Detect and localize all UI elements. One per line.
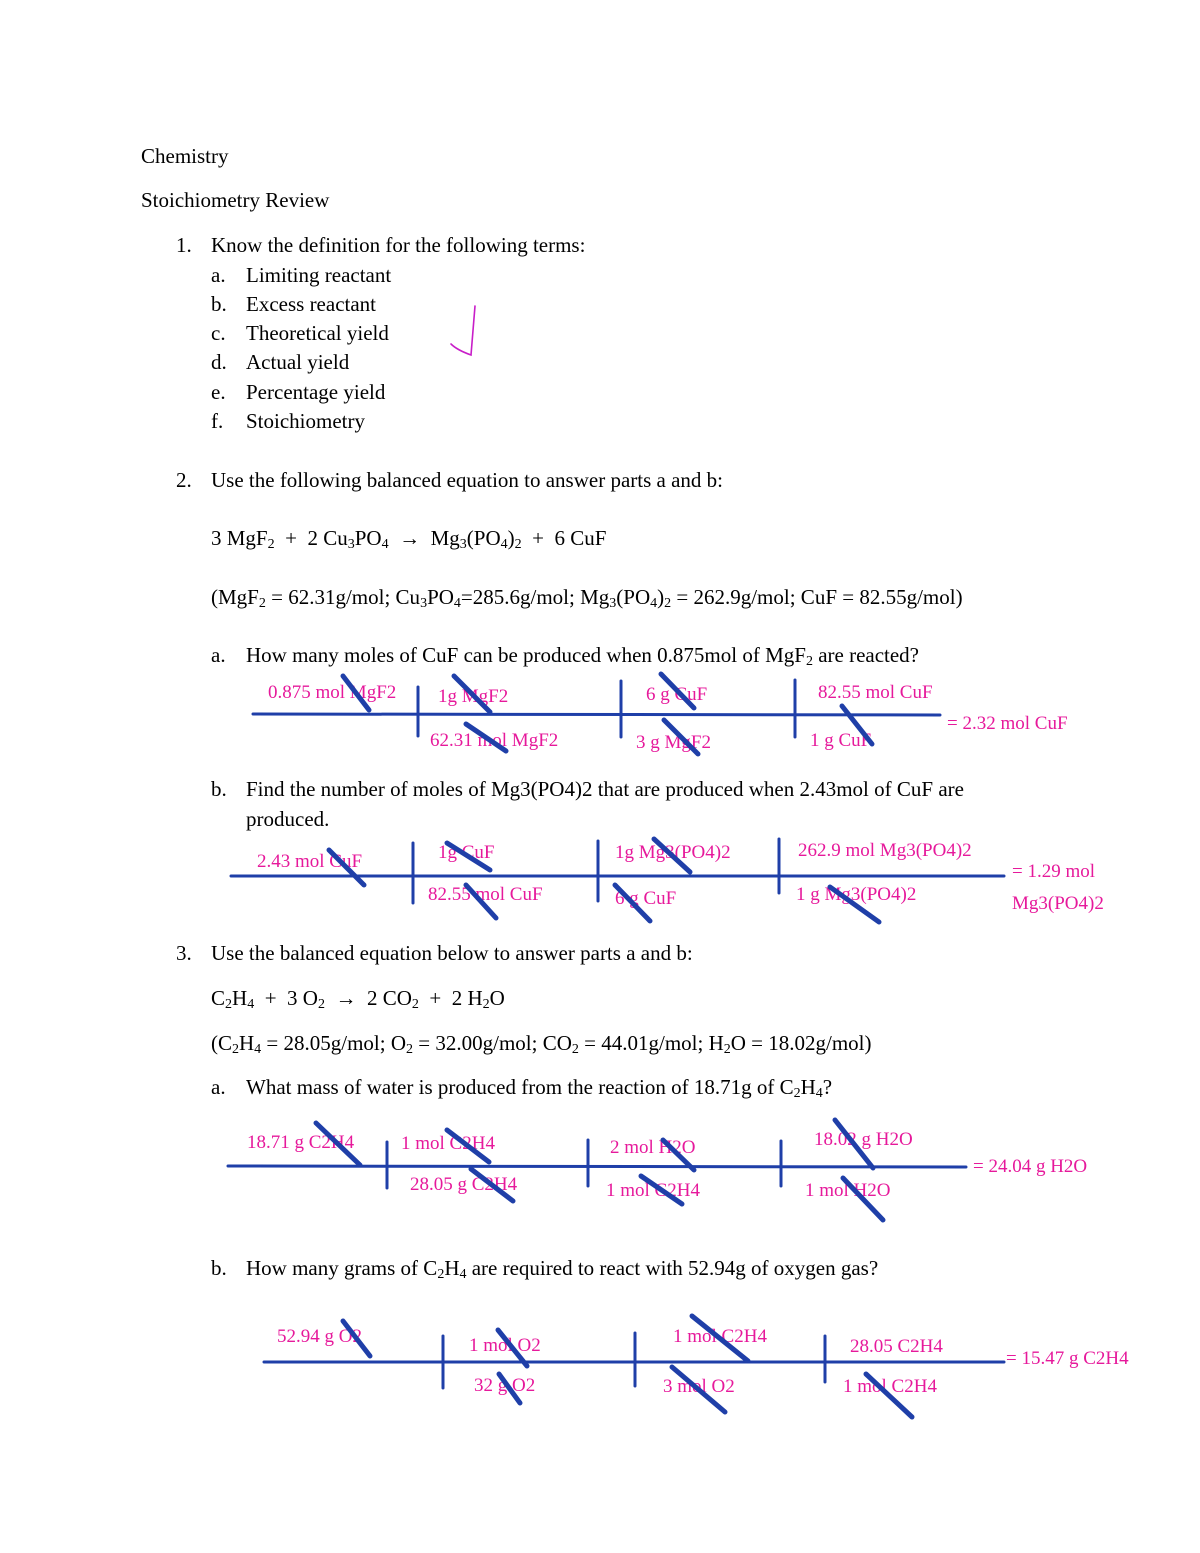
q2a-factor1-denominator: 62.31 mol MgF2	[430, 730, 559, 751]
q2a-factor3-denominator: 1 g CuF	[810, 730, 872, 751]
cancel-slash	[692, 1316, 748, 1361]
cancel-slash	[835, 1120, 873, 1168]
q3a-factor2-numerator: 2 mol H2O	[610, 1137, 696, 1158]
q3b-factor3-numerator: 28.05 C2H4	[850, 1336, 943, 1357]
q3a-factor3-denominator: 1 mol H2O	[805, 1180, 891, 1201]
q2a-factor2-numerator: 6 g CuF	[646, 684, 708, 705]
q3b-letter: b.	[211, 1256, 227, 1280]
cancel-slash	[466, 724, 506, 751]
q2a-question: How many moles of CuF can be produced when 0.875mol of MgF$_2$ are reacted?	[246, 643, 920, 669]
q2a-given: 0.875 mol MgF2	[268, 682, 397, 703]
cancel-slash	[447, 1130, 489, 1162]
term-stoichiometry: Stoichiometry	[246, 409, 365, 433]
cancel-slash	[329, 850, 364, 885]
document-title: Chemistry	[141, 144, 229, 168]
q3a-fraction-line	[228, 1166, 966, 1167]
cancel-slash	[447, 843, 490, 870]
cancel-slash	[343, 1321, 370, 1356]
q2a-factor1-numerator: 1g MgF2	[438, 686, 509, 707]
q2b-result-line2: Mg3(PO4)2	[1012, 893, 1104, 914]
q2b-factor3-denominator: 1 g Mg3(PO4)2	[796, 884, 917, 905]
q2b-factor1-denominator: 82.55 mol CuF	[428, 884, 543, 905]
cancel-slash	[471, 1169, 513, 1201]
q2a-letter: a.	[211, 643, 226, 667]
cancel-slash	[466, 885, 496, 918]
q2b-factor2-denominator: 6 g CuF	[615, 888, 677, 909]
cancel-slash	[499, 1374, 520, 1403]
q2b-question-line1: Find the number of moles of Mg3(PO4)2 that are produced when 2.43mol of CuF are	[246, 777, 964, 801]
q2b-question-line2: produced.	[246, 807, 330, 831]
cancel-slash	[672, 1367, 725, 1412]
term-excess-reactant: Excess reactant	[246, 292, 377, 316]
q3b-question: How many grams of $C_2H_4$ are required to react with 52.94g of oxygen gas?	[246, 1256, 879, 1282]
term-letter: b.	[211, 292, 227, 316]
q2a-factor3-numerator: 82.55 mol CuF	[818, 682, 933, 703]
document-subtitle: Stoichiometry Review	[141, 188, 330, 212]
q2a-factor2-denominator: 3 g MgF2	[636, 732, 711, 753]
q2b-letter: b.	[211, 777, 227, 801]
q2b-given: 2.43 mol CuF	[257, 851, 363, 872]
term-actual-yield: Actual yield	[246, 350, 350, 374]
q3b-factor1-denominator: 32 g O2	[474, 1375, 536, 1396]
q3a-given: 18.71 g C2H4	[247, 1132, 355, 1153]
cancel-slash	[343, 676, 369, 710]
q3b-factor2-numerator: 1 mol C2H4	[673, 1326, 767, 1347]
q2-equation: 3 MgF$_2$ + 2 $Cu_3PO_4 \to Mg_3(PO_4)_2 + 6$ CuF	[211, 526, 607, 552]
cancel-slash	[316, 1123, 360, 1165]
q3a-factor2-denominator: 1 mol C2H4	[606, 1180, 700, 1201]
q3-number: 3.	[176, 941, 192, 965]
term-letter: e.	[211, 380, 226, 404]
q3a-factor1-denominator: 28.05 g C2H4	[410, 1174, 518, 1195]
q3-molar-masses: ($C_2H_4 = 28.05g/mol$; $O_2 = 32.00g/mol$; $CO_2 = 44.01g/mol$; $H_2O = 18.02g/mol$)	[211, 1031, 872, 1057]
q2b-factor3-numerator: 262.9 mol Mg3(PO4)2	[798, 840, 972, 861]
q3a-question: What mass of water is produced from the reaction of 18.71g of $C_2H_4$?	[246, 1075, 833, 1101]
q1-prompt: Know the definition for the following terms:	[211, 233, 586, 257]
term-letter: c.	[211, 321, 226, 345]
q3b-factor2-denominator: 3 mol O2	[663, 1376, 735, 1397]
cancel-slash	[842, 706, 872, 744]
q1-number: 1.	[176, 233, 192, 257]
q3-equation: $C_2H_4 + 3$ $O_2 \to 2$ $CO_2 + 2$ $H_2O$	[211, 986, 505, 1012]
term-letter: a.	[211, 263, 226, 287]
q3a-factor3-numerator: 18.02 g H2O	[814, 1129, 913, 1150]
term-letter: d.	[211, 350, 227, 374]
q2-molar-masses: (MgF$_2$ = 62.31g/mol; $Cu_3PO_4=285.6g$/mol; $Mg_3(PO_4)_2 = 262.9g/mol$; CuF = 82.55g/mol)	[211, 585, 963, 611]
cancel-slash	[664, 720, 698, 754]
cancel-slash	[830, 887, 879, 922]
q2a-fraction-line	[253, 714, 940, 715]
term-letter: f.	[211, 409, 224, 433]
q2b-factor1-numerator: 1g CuF	[438, 842, 495, 863]
q2b-factor2-numerator: 1g Mg3(PO4)2	[615, 842, 731, 863]
cancel-slash	[454, 676, 490, 712]
q3a-factor1-numerator: 1 mol C2H4	[401, 1133, 495, 1154]
cancel-slash	[654, 839, 690, 872]
q3a-result: = 24.04 g H2O	[973, 1156, 1088, 1177]
q3b-factor1-numerator: 1 mol O2	[469, 1335, 541, 1356]
cancel-slash	[866, 1374, 912, 1417]
cancel-slash	[641, 1176, 682, 1204]
term-theoretical-yield: Theoretical yield	[246, 321, 389, 345]
check-mark-icon	[451, 306, 475, 355]
term-percentage-yield: Percentage yield	[246, 380, 386, 404]
q3-prompt: Use the balanced equation below to answer parts a and b:	[211, 941, 693, 965]
q2-number: 2.	[176, 468, 192, 492]
cancel-slash	[615, 885, 650, 921]
q2a-result: = 2.32 mol CuF	[947, 713, 1068, 734]
term-limiting-reactant: Limiting reactant	[246, 263, 392, 287]
q3a-letter: a.	[211, 1075, 226, 1099]
q3b-result: = 15.47 g C2H4	[1006, 1348, 1129, 1369]
q3b-given: 52.94 g O2	[277, 1326, 362, 1347]
q2b-result-line1: = 1.29 mol	[1012, 861, 1096, 882]
q2-prompt: Use the following balanced equation to answer parts a and b:	[211, 468, 724, 492]
q3b-factor3-denominator: 1 mol C2H4	[843, 1376, 937, 1397]
cancel-slash	[843, 1178, 883, 1220]
cancel-slash	[661, 674, 694, 708]
